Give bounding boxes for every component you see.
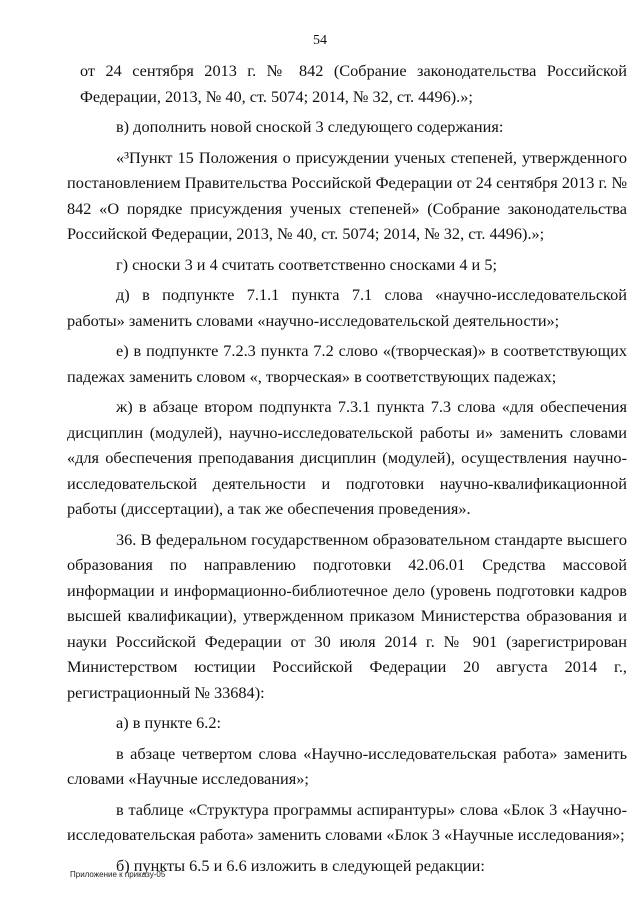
paragraph: д) в подпункте 7.1.1 пункта 7.1 слова «научно-исследовательской работы» заменить словами «научно-исследовательской деятельности»; [67,285,627,330]
paragraph: в абзаце четвертом слова «Научно-исследовательская работа» заменить словами «Научные исследования»; [67,743,627,788]
paragraph: а) в пункте 6.2: [116,713,222,732]
paragraph: в таблице «Структура программы аспирантуры» слова «Блок 3 «Научно-исследовательская работа» заменить словами «Блок 3 «Научные исследования»; [67,799,627,844]
paragraph: «³Пункт 15 Положения о присуждении ученых степеней, утвержденного постановлением Правительства Российской Федерации от 24 сентября 2013 г. № 842 «О порядке присуждения ученых степеней» (Собрание законодательства Российской Федерации, 2013, № 40, ст. 5074; 2014, № 32, ст. 4496).»; [67,147,627,243]
paragraph: от 24 сентября 2013 г. № 842 (Собрание законодательства Российской Федерации, 2013, № 40, ст. 5074; 2014, № 32, ст. 4496).»; [80,61,627,106]
paragraph: в) дополнить новой сноской 3 следующего содержания: [116,117,504,136]
paragraph: е) в подпункте 7.2.3 пункта 7.2 слово «(творческая)» в соответствующих падежах заменить словом «, творческая» в соответствующих падежах; [67,341,627,386]
page-footer: Приложение к приказу-05 [70,870,166,879]
page-number: 54 [313,33,327,48]
paragraph: г) сноски 3 и 4 считать соответственно сносками 4 и 5; [116,254,497,274]
paragraph: ж) в абзаце втором подпункта 7.3.1 пункта 7.3 слова «для обеспечения дисциплин (модулей), научно-исследовательской работы и» заменить словами «для обеспечения преподавания дисциплин (модулей), осуществления научно-исследовательской деятельности и подготовки научно-квалификационной работы (диссертации), а так же обеспечения проведения». [67,397,627,518]
paragraph: б) пункты 6.5 и 6.6 изложить в следующей редакции: [116,855,485,875]
paragraph: 36. В федеральном государственном образовательном стандарте высшего образования по направлению подготовки 42.06.01 Средства массовой информации и информационно-библиотечное дело (уровень подготовки кадров высшей квалификации), утвержденном приказом Министерства образования и науки Российской Федерации от 30 июля 2014 г. № 901 (зарегистрирован Министерством юстиции Российской Федерации 20 августа 2014 г., регистрационный № 33684): [67,529,627,702]
document-body [67,58,627,878]
